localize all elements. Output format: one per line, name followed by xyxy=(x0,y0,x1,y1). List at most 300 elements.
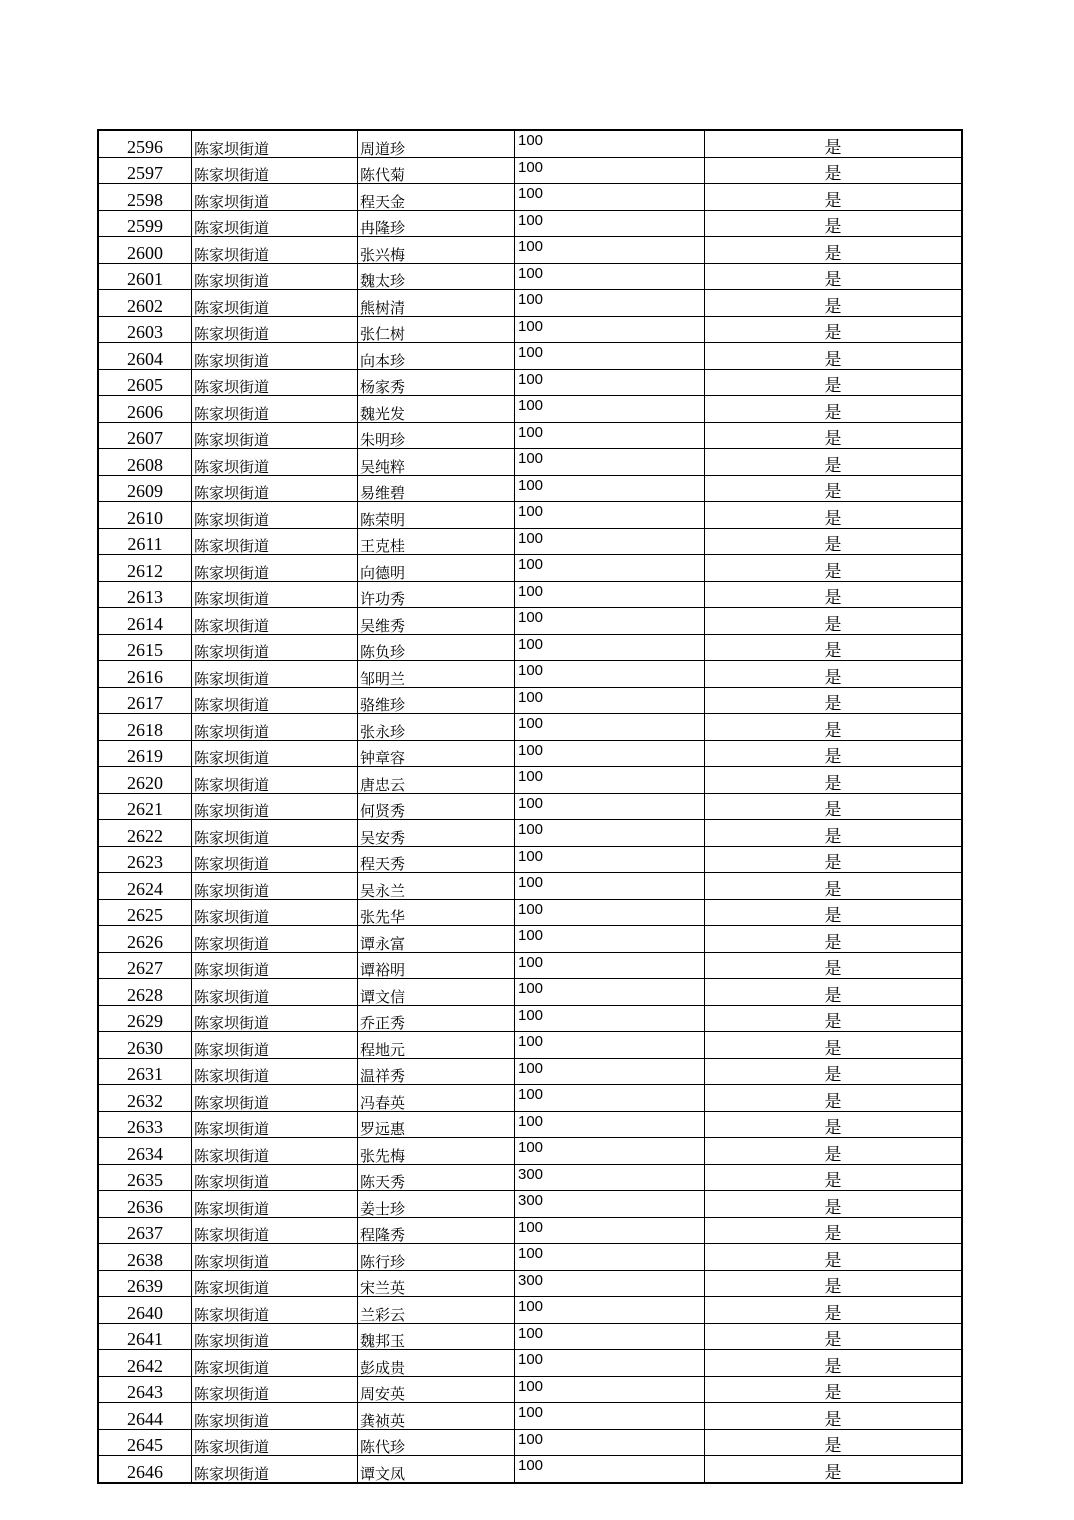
table-row xyxy=(98,343,962,370)
table-row xyxy=(98,157,962,184)
table-row xyxy=(98,528,962,555)
table-row xyxy=(98,422,962,449)
person-name-cell: 谭文凤 xyxy=(358,1456,515,1483)
person-name-cell: 乔正秀 xyxy=(358,1005,515,1032)
flag-cell: 是 xyxy=(705,661,963,688)
flag-cell: 是 xyxy=(705,290,963,317)
amount-cell: 100 xyxy=(515,369,705,396)
amount-cell: 300 xyxy=(515,1270,705,1297)
row-number-cell: 2623 xyxy=(98,846,192,873)
table-row xyxy=(98,1456,962,1483)
street-cell: 陈家坝街道 xyxy=(192,316,358,343)
table-row xyxy=(98,263,962,290)
amount-cell: 100 xyxy=(515,1456,705,1483)
person-name-cell: 张先华 xyxy=(358,899,515,926)
table-row xyxy=(98,369,962,396)
amount-cell: 100 xyxy=(515,1323,705,1350)
person-name-cell: 骆维珍 xyxy=(358,687,515,714)
table-row xyxy=(98,1085,962,1112)
flag-cell: 是 xyxy=(705,237,963,264)
row-number-cell: 2641 xyxy=(98,1323,192,1350)
row-number-cell: 2598 xyxy=(98,184,192,211)
street-cell: 陈家坝街道 xyxy=(192,1403,358,1430)
amount-cell: 100 xyxy=(515,449,705,476)
table-row xyxy=(98,1111,962,1138)
amount-cell: 100 xyxy=(515,767,705,794)
flag-cell: 是 xyxy=(705,316,963,343)
flag-cell: 是 xyxy=(705,1164,963,1191)
person-name-cell: 谭裕明 xyxy=(358,952,515,979)
row-number-cell: 2596 xyxy=(98,130,192,157)
table-row xyxy=(98,1217,962,1244)
flag-cell: 是 xyxy=(705,184,963,211)
flag-cell: 是 xyxy=(705,263,963,290)
row-number-cell: 2597 xyxy=(98,157,192,184)
street-cell: 陈家坝街道 xyxy=(192,793,358,820)
row-number-cell: 2620 xyxy=(98,767,192,794)
amount-cell: 100 xyxy=(515,1217,705,1244)
person-name-cell: 周安英 xyxy=(358,1376,515,1403)
row-number-cell: 2621 xyxy=(98,793,192,820)
street-cell: 陈家坝街道 xyxy=(192,608,358,635)
street-cell: 陈家坝街道 xyxy=(192,237,358,264)
amount-cell: 100 xyxy=(515,1403,705,1430)
street-cell: 陈家坝街道 xyxy=(192,502,358,529)
row-number-cell: 2635 xyxy=(98,1164,192,1191)
row-number-cell: 2599 xyxy=(98,210,192,237)
amount-cell: 300 xyxy=(515,1191,705,1218)
row-number-cell: 2608 xyxy=(98,449,192,476)
amount-cell: 100 xyxy=(515,528,705,555)
person-name-cell: 钟章容 xyxy=(358,740,515,767)
table-row xyxy=(98,290,962,317)
flag-cell: 是 xyxy=(705,396,963,423)
flag-cell: 是 xyxy=(705,502,963,529)
street-cell: 陈家坝街道 xyxy=(192,555,358,582)
amount-cell: 100 xyxy=(515,661,705,688)
row-number-cell: 2631 xyxy=(98,1058,192,1085)
amount-cell: 100 xyxy=(515,926,705,953)
flag-cell: 是 xyxy=(705,210,963,237)
table-row xyxy=(98,926,962,953)
street-cell: 陈家坝街道 xyxy=(192,1005,358,1032)
data-table xyxy=(97,129,963,1484)
flag-cell: 是 xyxy=(705,952,963,979)
table-row xyxy=(98,396,962,423)
street-cell: 陈家坝街道 xyxy=(192,422,358,449)
street-cell: 陈家坝街道 xyxy=(192,1297,358,1324)
table-row xyxy=(98,687,962,714)
person-name-cell: 何贤秀 xyxy=(358,793,515,820)
flag-cell: 是 xyxy=(705,926,963,953)
street-cell: 陈家坝街道 xyxy=(192,1164,358,1191)
amount-cell: 100 xyxy=(515,396,705,423)
person-name-cell: 谭永富 xyxy=(358,926,515,953)
row-number-cell: 2603 xyxy=(98,316,192,343)
person-name-cell: 魏太珍 xyxy=(358,263,515,290)
person-name-cell: 周道珍 xyxy=(358,130,515,157)
table-row xyxy=(98,952,962,979)
row-number-cell: 2626 xyxy=(98,926,192,953)
flag-cell: 是 xyxy=(705,767,963,794)
amount-cell: 100 xyxy=(515,343,705,370)
row-number-cell: 2624 xyxy=(98,873,192,900)
amount-cell: 100 xyxy=(515,714,705,741)
table-row xyxy=(98,1323,962,1350)
person-name-cell: 罗远惠 xyxy=(358,1111,515,1138)
person-name-cell: 张先梅 xyxy=(358,1138,515,1165)
table-row xyxy=(98,555,962,582)
street-cell: 陈家坝街道 xyxy=(192,528,358,555)
street-cell: 陈家坝街道 xyxy=(192,952,358,979)
table-row xyxy=(98,1005,962,1032)
table-row xyxy=(98,210,962,237)
flag-cell: 是 xyxy=(705,1217,963,1244)
street-cell: 陈家坝街道 xyxy=(192,1456,358,1483)
amount-cell: 100 xyxy=(515,1085,705,1112)
amount-cell: 100 xyxy=(515,316,705,343)
flag-cell: 是 xyxy=(705,555,963,582)
street-cell: 陈家坝街道 xyxy=(192,343,358,370)
flag-cell: 是 xyxy=(705,1005,963,1032)
person-name-cell: 吴安秀 xyxy=(358,820,515,847)
amount-cell: 100 xyxy=(515,157,705,184)
amount-cell: 100 xyxy=(515,263,705,290)
row-number-cell: 2617 xyxy=(98,687,192,714)
table-row xyxy=(98,237,962,264)
table-row xyxy=(98,873,962,900)
table-row xyxy=(98,1429,962,1456)
row-number-cell: 2644 xyxy=(98,1403,192,1430)
person-name-cell: 唐忠云 xyxy=(358,767,515,794)
street-cell: 陈家坝街道 xyxy=(192,396,358,423)
amount-cell: 100 xyxy=(515,1138,705,1165)
street-cell: 陈家坝街道 xyxy=(192,1058,358,1085)
street-cell: 陈家坝街道 xyxy=(192,184,358,211)
table-row xyxy=(98,740,962,767)
amount-cell: 100 xyxy=(515,475,705,502)
row-number-cell: 2615 xyxy=(98,634,192,661)
street-cell: 陈家坝街道 xyxy=(192,290,358,317)
row-number-cell: 2642 xyxy=(98,1350,192,1377)
person-name-cell: 陈天秀 xyxy=(358,1164,515,1191)
amount-cell: 100 xyxy=(515,581,705,608)
person-name-cell: 朱明珍 xyxy=(358,422,515,449)
amount-cell: 100 xyxy=(515,1350,705,1377)
row-number-cell: 2602 xyxy=(98,290,192,317)
row-number-cell: 2638 xyxy=(98,1244,192,1271)
person-name-cell: 陈行珍 xyxy=(358,1244,515,1271)
amount-cell: 100 xyxy=(515,210,705,237)
row-number-cell: 2619 xyxy=(98,740,192,767)
street-cell: 陈家坝街道 xyxy=(192,979,358,1006)
row-number-cell: 2636 xyxy=(98,1191,192,1218)
person-name-cell: 张永珍 xyxy=(358,714,515,741)
table-row xyxy=(98,714,962,741)
amount-cell: 100 xyxy=(515,1429,705,1456)
flag-cell: 是 xyxy=(705,422,963,449)
table-row xyxy=(98,1270,962,1297)
row-number-cell: 2634 xyxy=(98,1138,192,1165)
flag-cell: 是 xyxy=(705,793,963,820)
amount-cell: 300 xyxy=(515,1164,705,1191)
person-name-cell: 温祥秀 xyxy=(358,1058,515,1085)
table-row xyxy=(98,1297,962,1324)
row-number-cell: 2627 xyxy=(98,952,192,979)
street-cell: 陈家坝街道 xyxy=(192,1111,358,1138)
person-name-cell: 冉隆珍 xyxy=(358,210,515,237)
person-name-cell: 张兴梅 xyxy=(358,237,515,264)
amount-cell: 100 xyxy=(515,608,705,635)
flag-cell: 是 xyxy=(705,1350,963,1377)
flag-cell: 是 xyxy=(705,449,963,476)
person-name-cell: 龚祯英 xyxy=(358,1403,515,1430)
flag-cell: 是 xyxy=(705,634,963,661)
row-number-cell: 2622 xyxy=(98,820,192,847)
row-number-cell: 2628 xyxy=(98,979,192,1006)
amount-cell: 100 xyxy=(515,793,705,820)
table-row xyxy=(98,475,962,502)
table-row xyxy=(98,581,962,608)
table-row xyxy=(98,1376,962,1403)
row-number-cell: 2606 xyxy=(98,396,192,423)
person-name-cell: 程地元 xyxy=(358,1032,515,1059)
street-cell: 陈家坝街道 xyxy=(192,767,358,794)
row-number-cell: 2630 xyxy=(98,1032,192,1059)
street-cell: 陈家坝街道 xyxy=(192,1191,358,1218)
street-cell: 陈家坝街道 xyxy=(192,714,358,741)
table-row xyxy=(98,502,962,529)
table-row xyxy=(98,184,962,211)
amount-cell: 100 xyxy=(515,555,705,582)
person-name-cell: 魏邦玉 xyxy=(358,1323,515,1350)
street-cell: 陈家坝街道 xyxy=(192,899,358,926)
flag-cell: 是 xyxy=(705,740,963,767)
table-row xyxy=(98,820,962,847)
flag-cell: 是 xyxy=(705,1085,963,1112)
amount-cell: 100 xyxy=(515,1005,705,1032)
person-name-cell: 谭文信 xyxy=(358,979,515,1006)
row-number-cell: 2629 xyxy=(98,1005,192,1032)
person-name-cell: 吴纯粹 xyxy=(358,449,515,476)
flag-cell: 是 xyxy=(705,899,963,926)
row-number-cell: 2640 xyxy=(98,1297,192,1324)
flag-cell: 是 xyxy=(705,1058,963,1085)
street-cell: 陈家坝街道 xyxy=(192,263,358,290)
street-cell: 陈家坝街道 xyxy=(192,1085,358,1112)
flag-cell: 是 xyxy=(705,1403,963,1430)
table-row xyxy=(98,979,962,1006)
row-number-cell: 2604 xyxy=(98,343,192,370)
street-cell: 陈家坝街道 xyxy=(192,157,358,184)
flag-cell: 是 xyxy=(705,608,963,635)
row-number-cell: 2633 xyxy=(98,1111,192,1138)
table-row xyxy=(98,1138,962,1165)
flag-cell: 是 xyxy=(705,1456,963,1483)
amount-cell: 100 xyxy=(515,873,705,900)
street-cell: 陈家坝街道 xyxy=(192,634,358,661)
flag-cell: 是 xyxy=(705,1297,963,1324)
row-number-cell: 2605 xyxy=(98,369,192,396)
street-cell: 陈家坝街道 xyxy=(192,1270,358,1297)
amount-cell: 100 xyxy=(515,1111,705,1138)
street-cell: 陈家坝街道 xyxy=(192,210,358,237)
street-cell: 陈家坝街道 xyxy=(192,475,358,502)
row-number-cell: 2613 xyxy=(98,581,192,608)
street-cell: 陈家坝街道 xyxy=(192,820,358,847)
flag-cell: 是 xyxy=(705,343,963,370)
row-number-cell: 2614 xyxy=(98,608,192,635)
street-cell: 陈家坝街道 xyxy=(192,1429,358,1456)
amount-cell: 100 xyxy=(515,687,705,714)
amount-cell: 100 xyxy=(515,130,705,157)
row-number-cell: 2611 xyxy=(98,528,192,555)
person-name-cell: 杨家秀 xyxy=(358,369,515,396)
street-cell: 陈家坝街道 xyxy=(192,740,358,767)
flag-cell: 是 xyxy=(705,1429,963,1456)
amount-cell: 100 xyxy=(515,1032,705,1059)
flag-cell: 是 xyxy=(705,130,963,157)
table-row xyxy=(98,1058,962,1085)
person-name-cell: 陈代珍 xyxy=(358,1429,515,1456)
flag-cell: 是 xyxy=(705,846,963,873)
person-name-cell: 吴永兰 xyxy=(358,873,515,900)
person-name-cell: 易维碧 xyxy=(358,475,515,502)
flag-cell: 是 xyxy=(705,1138,963,1165)
table-row xyxy=(98,608,962,635)
table-row xyxy=(98,846,962,873)
person-name-cell: 陈负珍 xyxy=(358,634,515,661)
table-row xyxy=(98,1032,962,1059)
street-cell: 陈家坝街道 xyxy=(192,1376,358,1403)
person-name-cell: 程天金 xyxy=(358,184,515,211)
flag-cell: 是 xyxy=(705,369,963,396)
row-number-cell: 2607 xyxy=(98,422,192,449)
street-cell: 陈家坝街道 xyxy=(192,1350,358,1377)
person-name-cell: 姜士珍 xyxy=(358,1191,515,1218)
street-cell: 陈家坝街道 xyxy=(192,661,358,688)
amount-cell: 100 xyxy=(515,502,705,529)
person-name-cell: 宋兰英 xyxy=(358,1270,515,1297)
person-name-cell: 邹明兰 xyxy=(358,661,515,688)
row-number-cell: 2639 xyxy=(98,1270,192,1297)
person-name-cell: 程隆秀 xyxy=(358,1217,515,1244)
table-row xyxy=(98,1403,962,1430)
amount-cell: 100 xyxy=(515,290,705,317)
amount-cell: 100 xyxy=(515,184,705,211)
amount-cell: 100 xyxy=(515,740,705,767)
amount-cell: 100 xyxy=(515,979,705,1006)
row-number-cell: 2601 xyxy=(98,263,192,290)
flag-cell: 是 xyxy=(705,1244,963,1271)
table-row xyxy=(98,449,962,476)
row-number-cell: 2637 xyxy=(98,1217,192,1244)
amount-cell: 100 xyxy=(515,1244,705,1271)
row-number-cell: 2643 xyxy=(98,1376,192,1403)
table-row xyxy=(98,899,962,926)
person-name-cell: 陈荣明 xyxy=(358,502,515,529)
street-cell: 陈家坝街道 xyxy=(192,1217,358,1244)
person-name-cell: 向本珍 xyxy=(358,343,515,370)
flag-cell: 是 xyxy=(705,581,963,608)
street-cell: 陈家坝街道 xyxy=(192,369,358,396)
row-number-cell: 2610 xyxy=(98,502,192,529)
flag-cell: 是 xyxy=(705,873,963,900)
flag-cell: 是 xyxy=(705,1323,963,1350)
street-cell: 陈家坝街道 xyxy=(192,1138,358,1165)
street-cell: 陈家坝街道 xyxy=(192,1323,358,1350)
flag-cell: 是 xyxy=(705,1111,963,1138)
person-name-cell: 兰彩云 xyxy=(358,1297,515,1324)
flag-cell: 是 xyxy=(705,1376,963,1403)
person-name-cell: 王克桂 xyxy=(358,528,515,555)
row-number-cell: 2609 xyxy=(98,475,192,502)
street-cell: 陈家坝街道 xyxy=(192,873,358,900)
flag-cell: 是 xyxy=(705,1270,963,1297)
table-row xyxy=(98,1350,962,1377)
flag-cell: 是 xyxy=(705,475,963,502)
person-name-cell: 彭成贵 xyxy=(358,1350,515,1377)
table-row xyxy=(98,1191,962,1218)
amount-cell: 100 xyxy=(515,952,705,979)
row-number-cell: 2625 xyxy=(98,899,192,926)
flag-cell: 是 xyxy=(705,714,963,741)
amount-cell: 100 xyxy=(515,1297,705,1324)
table-row xyxy=(98,634,962,661)
street-cell: 陈家坝街道 xyxy=(192,449,358,476)
amount-cell: 100 xyxy=(515,422,705,449)
person-name-cell: 程天秀 xyxy=(358,846,515,873)
street-cell: 陈家坝街道 xyxy=(192,926,358,953)
street-cell: 陈家坝街道 xyxy=(192,687,358,714)
flag-cell: 是 xyxy=(705,157,963,184)
street-cell: 陈家坝街道 xyxy=(192,1244,358,1271)
table-row xyxy=(98,1164,962,1191)
amount-cell: 100 xyxy=(515,899,705,926)
person-name-cell: 冯春英 xyxy=(358,1085,515,1112)
table-row xyxy=(98,767,962,794)
flag-cell: 是 xyxy=(705,1032,963,1059)
table-row xyxy=(98,1244,962,1271)
row-number-cell: 2600 xyxy=(98,237,192,264)
amount-cell: 100 xyxy=(515,634,705,661)
street-cell: 陈家坝街道 xyxy=(192,846,358,873)
flag-cell: 是 xyxy=(705,687,963,714)
flag-cell: 是 xyxy=(705,1191,963,1218)
person-name-cell: 向德明 xyxy=(358,555,515,582)
table-row xyxy=(98,130,962,157)
row-number-cell: 2616 xyxy=(98,661,192,688)
row-number-cell: 2632 xyxy=(98,1085,192,1112)
street-cell: 陈家坝街道 xyxy=(192,1032,358,1059)
row-number-cell: 2646 xyxy=(98,1456,192,1483)
row-number-cell: 2618 xyxy=(98,714,192,741)
table-body xyxy=(98,130,962,1483)
street-cell: 陈家坝街道 xyxy=(192,581,358,608)
amount-cell: 100 xyxy=(515,1376,705,1403)
person-name-cell: 吴维秀 xyxy=(358,608,515,635)
amount-cell: 100 xyxy=(515,237,705,264)
amount-cell: 100 xyxy=(515,820,705,847)
person-name-cell: 魏光发 xyxy=(358,396,515,423)
table-row xyxy=(98,661,962,688)
flag-cell: 是 xyxy=(705,528,963,555)
flag-cell: 是 xyxy=(705,979,963,1006)
table-row xyxy=(98,316,962,343)
street-cell: 陈家坝街道 xyxy=(192,130,358,157)
row-number-cell: 2645 xyxy=(98,1429,192,1456)
flag-cell: 是 xyxy=(705,820,963,847)
